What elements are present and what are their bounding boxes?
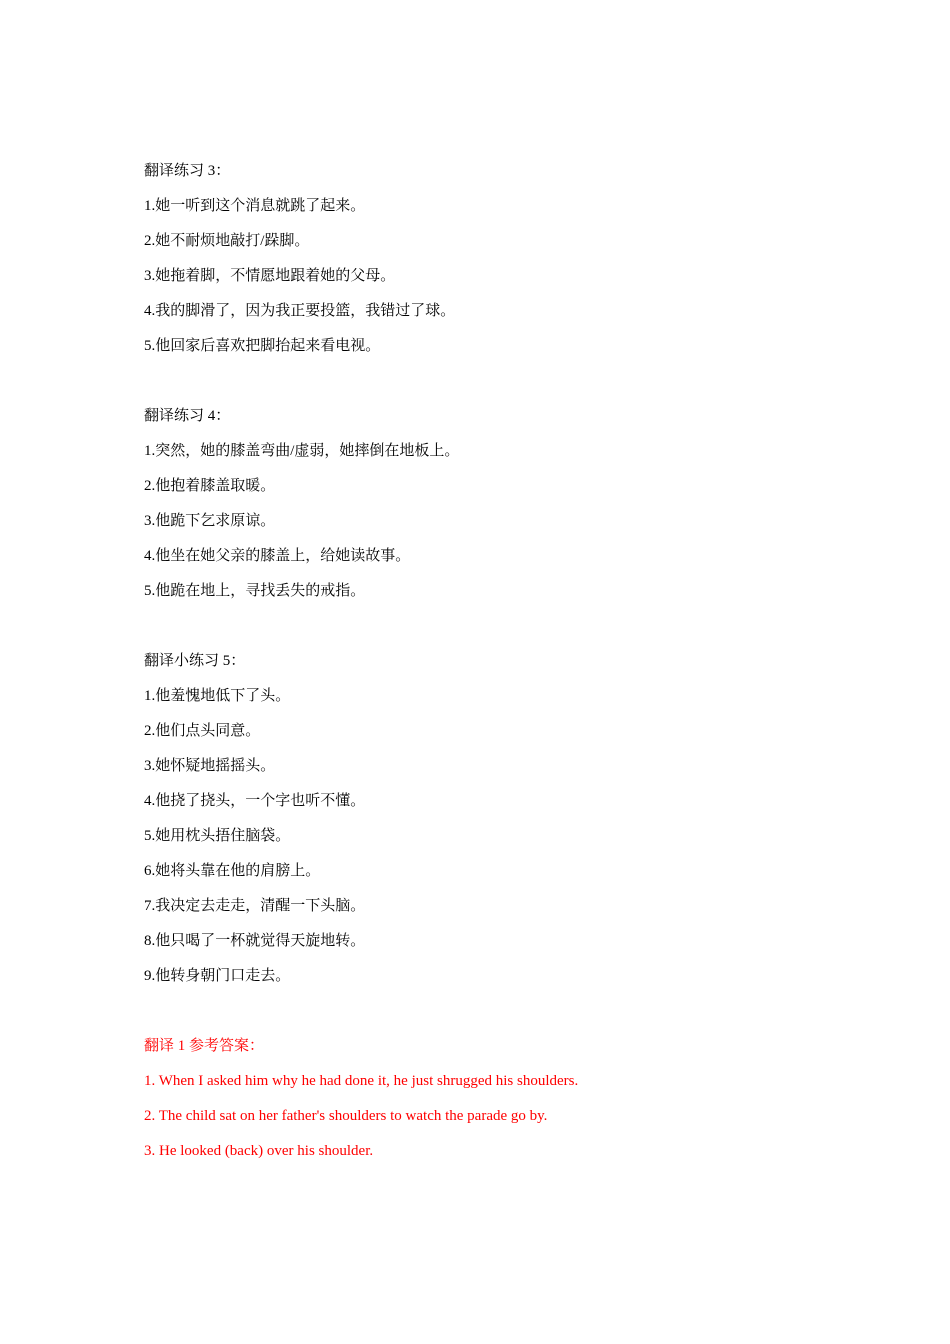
list-item: 2.他们点头同意。 — [144, 723, 261, 739]
list-item: 2.她不耐烦地敲打/跺脚。 — [144, 233, 310, 249]
list-item: 1.他羞愧地低下了头。 — [144, 688, 291, 704]
list-item: 5.她用枕头捂住脑袋。 — [144, 828, 291, 844]
list-item: 1.突然，她的膝盖弯曲/虚弱，她摔倒在地板上。 — [144, 443, 460, 459]
list-item: 6.她将头靠在他的肩膀上。 — [144, 863, 321, 879]
section-title: 翻译练习 4： — [144, 408, 231, 424]
list-item: 4.他坐在她父亲的膝盖上，给她读故事。 — [144, 548, 411, 564]
section-translation-practice-4 — [144, 403, 844, 613]
section-title: 翻译小练习 5： — [144, 653, 246, 669]
spacer — [144, 998, 844, 1033]
section-answers-1 — [144, 1033, 844, 1173]
spacer — [144, 613, 844, 648]
list-item: 7.我决定去走走，清醒一下头脑。 — [144, 898, 366, 914]
list-item: 3.她拖着脚，不情愿地跟着她的父母。 — [144, 268, 396, 284]
answer-item: 3. He looked (back) over his shoulder. — [144, 1143, 374, 1159]
section-translation-practice-5 — [144, 648, 844, 998]
document-page — [144, 158, 844, 1173]
section-translation-practice-3 — [144, 158, 844, 368]
answer-item: 2. The child sat on her father's shoulders to watch the parade go by. — [144, 1108, 548, 1124]
list-item: 1.她一听到这个消息就跳了起来。 — [144, 198, 366, 214]
list-item: 5.他跪在地上，寻找丢失的戒指。 — [144, 583, 366, 599]
list-item: 4.他挠了挠头，一个字也听不懂。 — [144, 793, 366, 809]
spacer — [144, 368, 844, 403]
list-item: 2.他抱着膝盖取暖。 — [144, 478, 276, 494]
answer-item: 1. When I asked him why he had done it, he just shrugged his shoulders. — [144, 1073, 579, 1089]
list-item: 4.我的脚滑了，因为我正要投篮，我错过了球。 — [144, 303, 456, 319]
list-item: 8.他只喝了一杯就觉得天旋地转。 — [144, 933, 366, 949]
list-item: 5.他回家后喜欢把脚抬起来看电视。 — [144, 338, 381, 354]
answers-title: 翻译 1 参考答案： — [144, 1038, 265, 1054]
list-item: 3.她怀疑地摇摇头。 — [144, 758, 276, 774]
list-item: 3.他跪下乞求原谅。 — [144, 513, 276, 529]
list-item: 9.他转身朝门口走去。 — [144, 968, 291, 984]
section-title: 翻译练习 3： — [144, 163, 231, 179]
